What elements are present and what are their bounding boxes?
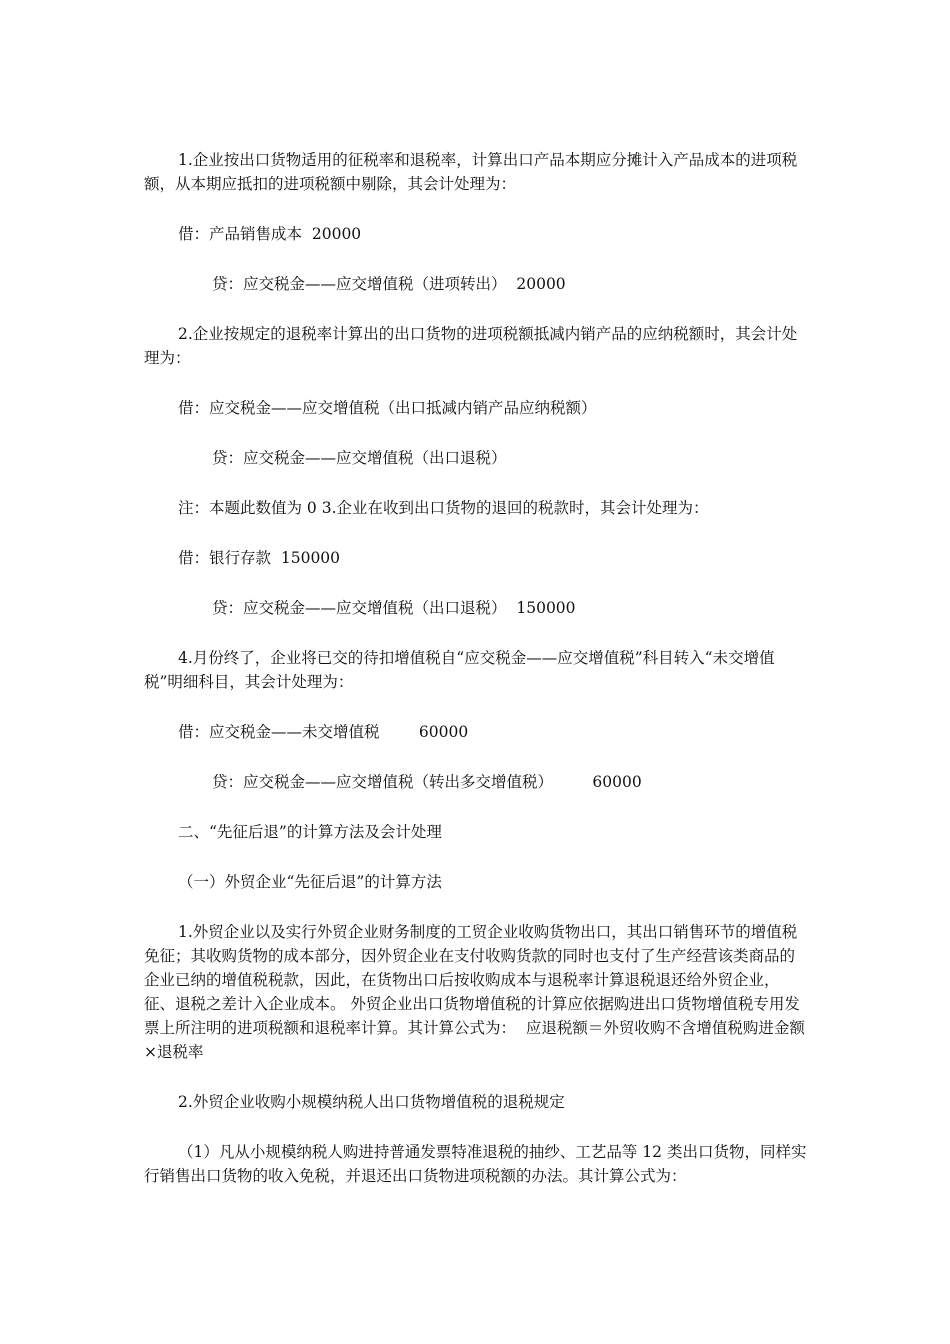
debit-entry-4: 借：应交税金——未交增值税 60000 — [178, 723, 469, 741]
subsection-heading: （一）外贸企业“先征后退”的计算方法 — [178, 873, 442, 891]
credit-entry-4: 贷：应交税金——应交增值税（转出多交增值税） 60000 — [212, 773, 642, 791]
debit-entry-3: 借：银行存款 150000 — [178, 549, 341, 567]
paragraph-foreign-trade-3: （1）凡从小规模纳税人购进持普通发票特准退税的抽纱、工艺品等 12 类出口货物，同样实行销售出口货物的收入免税，并退还出口货物进项税额的办法。其计算公式为： — [144, 1143, 807, 1185]
paragraph-4: 4.月份终了，企业将已交的待扣增值税自“应交税金——应交增值税”科目转入“未交增值税”明细科目，其会计处理为： — [144, 649, 775, 691]
debit-entry-2: 借：应交税金——应交增值税（出口抵减内销产品应纳税额） — [178, 399, 597, 417]
section-heading: 二、“先征后退”的计算方法及会计处理 — [178, 823, 442, 841]
debit-entry-1: 借：产品销售成本 20000 — [178, 225, 362, 243]
note-paragraph: 注：本题此数值为 0 3.企业在收到出口货物的退回的税款时，其会计处理为： — [178, 499, 709, 517]
paragraph-foreign-trade-2: 2.外贸企业收购小规模纳税人出口货物增值税的退税规定 — [178, 1093, 565, 1111]
credit-entry-2: 贷：应交税金——应交增值税（出口退税） — [212, 449, 507, 467]
paragraph-foreign-trade-1: 1.外贸企业以及实行外贸企业财务制度的工贸企业收购货物出口，其出口销售环节的增值税免征；其收购货物的成本部分，因外贸企业在支付收购货款的同时也支付了生产经营该类商品的企业已纳的增值税税款，因此，在货物出口后按收购成本与退税率计算退税退还给外贸企业，征、退税之差计入企业成本。 外贸企业出口货物增值税的计算应依据购进出口货物增值税专用发票上所注明的进项税额和退税率计算。其计算公式为： 应退税额＝外贸收购不含增值税购进金额×退税率 — [144, 923, 805, 1061]
paragraph-1: 1.企业按出口货物适用的征税率和退税率，计算出口产品本期应分摊计入产品成本的进项税额，从本期应抵扣的进项税额中剔除，其会计处理为： — [144, 151, 798, 193]
credit-entry-3: 贷：应交税金——应交增值税（出口退税） 150000 — [212, 599, 576, 617]
credit-entry-1: 贷：应交税金——应交增值税（进项转出） 20000 — [212, 275, 566, 293]
document-page — [144, 148, 808, 1214]
paragraph-2: 2.企业按规定的退税率计算出的出口货物的进项税额抵减内销产品的应纳税额时，其会计处理为： — [144, 325, 798, 367]
